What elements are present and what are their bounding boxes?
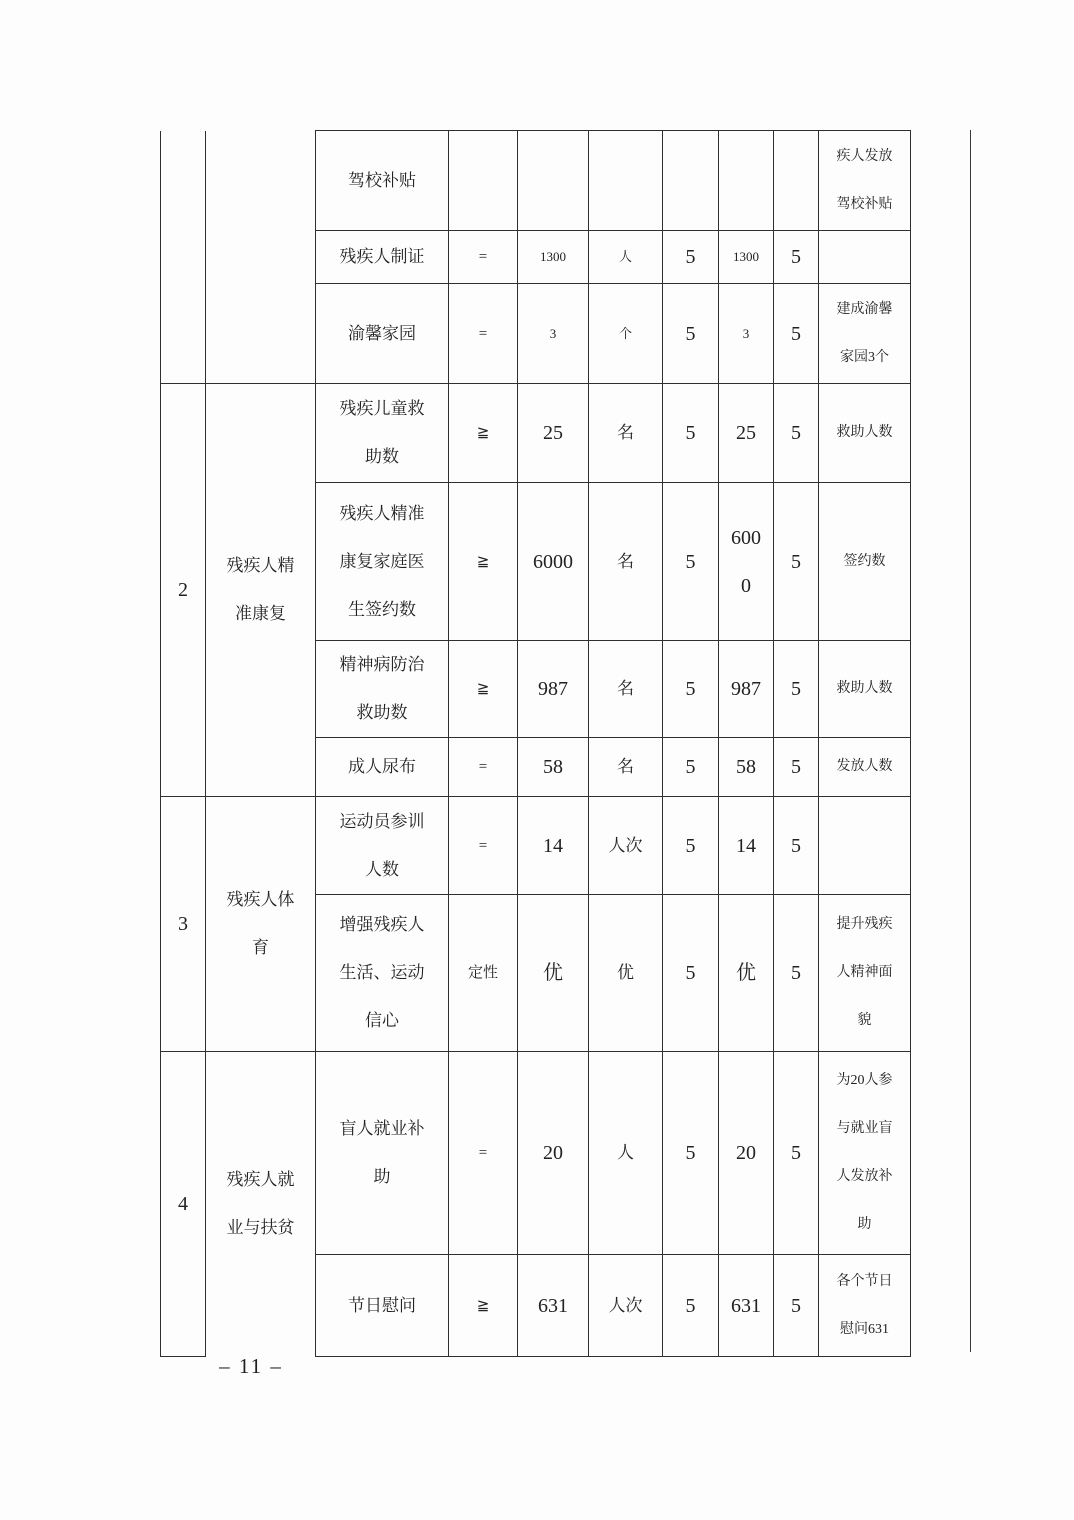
actual-cell: 987 (719, 641, 774, 738)
unit-cell: 人 (589, 1052, 663, 1255)
category-cell: 残疾人就业与扶贫 (206, 1052, 316, 1357)
indicator-cell: 精神病防治救助数 (316, 641, 449, 738)
indicator-cell: 渝馨家园 (316, 284, 449, 384)
score-cell: 5 (774, 284, 819, 384)
unit-cell: 名 (589, 483, 663, 641)
target-cell: 6000 (518, 483, 589, 641)
indicator-cell: 节日慰问 (316, 1255, 449, 1357)
score-cell: 5 (774, 641, 819, 738)
weight-cell: 5 (663, 738, 719, 797)
note-cell: 救助人数 (819, 641, 911, 738)
note-cell: 各个节日慰问631 (819, 1255, 911, 1357)
actual-cell (719, 131, 774, 231)
actual-cell: 20 (719, 1052, 774, 1255)
symbol-cell: = (449, 284, 518, 384)
symbol-cell: ≧ (449, 384, 518, 483)
target-cell: 25 (518, 384, 589, 483)
score-cell: 5 (774, 384, 819, 483)
target-cell: 987 (518, 641, 589, 738)
target-cell: 3 (518, 284, 589, 384)
weight-cell: 5 (663, 895, 719, 1052)
symbol-cell: = (449, 231, 518, 284)
indicator-cell: 增强残疾人生活、运动信心 (316, 895, 449, 1052)
note-cell (819, 797, 911, 895)
unit-cell: 人 (589, 231, 663, 284)
score-cell: 5 (774, 483, 819, 641)
unit-cell (589, 131, 663, 231)
unit-cell: 名 (589, 641, 663, 738)
score-cell: 5 (774, 231, 819, 284)
indicator-cell: 残疾儿童救助数 (316, 384, 449, 483)
indicator-cell: 残疾人精准康复家庭医生签约数 (316, 483, 449, 641)
unit-cell: 人次 (589, 1255, 663, 1357)
weight-cell: 5 (663, 384, 719, 483)
weight-cell: 5 (663, 483, 719, 641)
target-cell: 58 (518, 738, 589, 797)
table-row (161, 384, 911, 483)
indicator-cell: 残疾人制证 (316, 231, 449, 284)
actual-cell: 631 (719, 1255, 774, 1357)
target-cell: 1300 (518, 231, 589, 284)
symbol-cell: 定性 (449, 895, 518, 1052)
actual-cell: 1300 (719, 231, 774, 284)
weight-cell: 5 (663, 231, 719, 284)
row-number-cell: 4 (161, 1052, 206, 1357)
target-cell: 14 (518, 797, 589, 895)
table-row (161, 131, 911, 231)
indicator-cell: 盲人就业补助 (316, 1052, 449, 1255)
weight-cell: 5 (663, 641, 719, 738)
indicator-table (160, 130, 911, 1357)
symbol-cell: ≧ (449, 1255, 518, 1357)
category-cell: 残疾人精准康复 (206, 384, 316, 797)
unit-cell: 优 (589, 895, 663, 1052)
note-cell (819, 231, 911, 284)
note-cell: 建成渝馨家园3个 (819, 284, 911, 384)
performance-indicator-table (160, 130, 911, 1357)
target-cell: 631 (518, 1255, 589, 1357)
indicator-cell: 驾校补贴 (316, 131, 449, 231)
note-cell: 疾人发放驾校补贴 (819, 131, 911, 231)
symbol-cell: = (449, 738, 518, 797)
target-cell: 优 (518, 895, 589, 1052)
actual-cell: 3 (719, 284, 774, 384)
row-number-cell: 3 (161, 797, 206, 1052)
score-cell (774, 131, 819, 231)
table-row (161, 1052, 911, 1255)
unit-cell: 人次 (589, 797, 663, 895)
weight-cell: 5 (663, 797, 719, 895)
row-number-cell (161, 131, 206, 384)
actual-cell: 6000 (719, 483, 774, 641)
indicator-cell: 运动员参训人数 (316, 797, 449, 895)
target-cell: 20 (518, 1052, 589, 1255)
score-cell: 5 (774, 797, 819, 895)
weight-cell (663, 131, 719, 231)
score-cell: 5 (774, 1255, 819, 1357)
score-cell: 5 (774, 738, 819, 797)
note-cell: 为20人参与就业盲人发放补助 (819, 1052, 911, 1255)
unit-cell: 名 (589, 738, 663, 797)
category-cell: 残疾人体育 (206, 797, 316, 1052)
actual-cell: 优 (719, 895, 774, 1052)
table-row (161, 797, 911, 895)
page-number: – 11 – (219, 1354, 283, 1378)
score-cell: 5 (774, 1052, 819, 1255)
page-edge-line (970, 130, 971, 1352)
note-cell: 发放人数 (819, 738, 911, 797)
row-number-cell: 2 (161, 384, 206, 797)
weight-cell: 5 (663, 1052, 719, 1255)
symbol-cell: = (449, 1052, 518, 1255)
weight-cell: 5 (663, 284, 719, 384)
actual-cell: 58 (719, 738, 774, 797)
indicator-cell: 成人尿布 (316, 738, 449, 797)
unit-cell: 名 (589, 384, 663, 483)
target-cell (518, 131, 589, 231)
symbol-cell: ≧ (449, 641, 518, 738)
symbol-cell (449, 131, 518, 231)
actual-cell: 25 (719, 384, 774, 483)
actual-cell: 14 (719, 797, 774, 895)
note-cell: 救助人数 (819, 384, 911, 483)
symbol-cell: ≧ (449, 483, 518, 641)
unit-cell: 个 (589, 284, 663, 384)
note-cell: 签约数 (819, 483, 911, 641)
symbol-cell: = (449, 797, 518, 895)
weight-cell: 5 (663, 1255, 719, 1357)
score-cell: 5 (774, 895, 819, 1052)
note-cell: 提升残疾人精神面貌 (819, 895, 911, 1052)
category-cell (206, 131, 316, 384)
